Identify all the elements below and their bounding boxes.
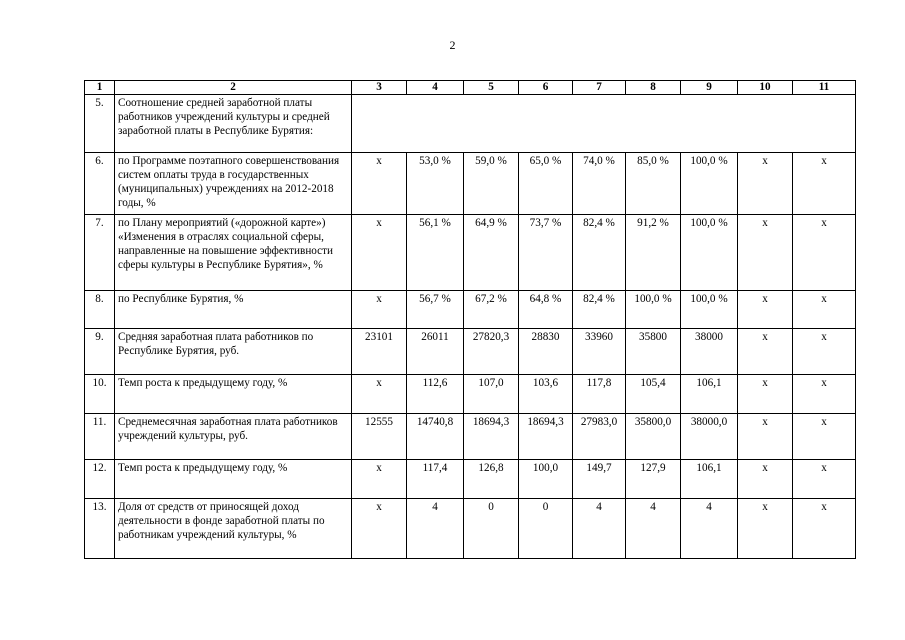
row-number: 11. xyxy=(85,414,115,460)
row-value-col-10: х xyxy=(738,414,793,460)
row-value-col-10: х xyxy=(738,215,793,291)
row-value-col-4: 112,6 xyxy=(407,375,464,414)
row-value-col-9: 4 xyxy=(681,499,738,559)
row-value-col-6: 65,0 % xyxy=(519,153,573,215)
row-value-col-8: 4 xyxy=(626,499,681,559)
row-value-col-3: х xyxy=(352,375,407,414)
row-value-col-3: 23101 xyxy=(352,329,407,375)
row-value-col-5: 64,9 % xyxy=(464,215,519,291)
column-header-4: 4 xyxy=(407,81,464,95)
row-value-col-3: х xyxy=(352,499,407,559)
row-value-col-11: х xyxy=(793,375,856,414)
row-value-col-7: 4 xyxy=(573,499,626,559)
row-number: 6. xyxy=(85,153,115,215)
row-number: 9. xyxy=(85,329,115,375)
table-row xyxy=(85,375,856,414)
row-value-col-4: 117,4 xyxy=(407,460,464,499)
column-header-5: 5 xyxy=(464,81,519,95)
row-description: Соотношение средней заработной платы работников учреждений культуры и средней заработной платы в Республике Бурятия: xyxy=(115,95,352,153)
row-value-col-6: 103,6 xyxy=(519,375,573,414)
column-header-3: 3 xyxy=(352,81,407,95)
table-body xyxy=(85,95,856,559)
row-description: по Программе поэтапного совершенствования систем оплаты труда в государственных (муниципальных) учреждениях на 2012-2018 годы, % xyxy=(115,153,352,215)
row-value-col-10: х xyxy=(738,291,793,329)
row-value-col-4: 56,1 % xyxy=(407,215,464,291)
table-row xyxy=(85,329,856,375)
row-value-col-8: 127,9 xyxy=(626,460,681,499)
row-value-col-10: х xyxy=(738,153,793,215)
row-description: Темп роста к предыдущему году, % xyxy=(115,375,352,414)
row-value-col-5: 67,2 % xyxy=(464,291,519,329)
row-description: Темп роста к предыдущему году, % xyxy=(115,460,352,499)
row-value-col-6: 64,8 % xyxy=(519,291,573,329)
table-row xyxy=(85,414,856,460)
row-value-col-5: 27820,3 xyxy=(464,329,519,375)
row-value-col-6: 28830 xyxy=(519,329,573,375)
table-row xyxy=(85,95,856,153)
row-number: 10. xyxy=(85,375,115,414)
row-value-col-7: 27983,0 xyxy=(573,414,626,460)
row-value-col-9: 100,0 % xyxy=(681,153,738,215)
row-value-col-7: 149,7 xyxy=(573,460,626,499)
row-value-col-7: 82,4 % xyxy=(573,215,626,291)
row-value-col-9: 38000 xyxy=(681,329,738,375)
table-row xyxy=(85,291,856,329)
row-value-col-3: х xyxy=(352,215,407,291)
row-value-col-4: 14740,8 xyxy=(407,414,464,460)
row-description: по Плану мероприятий («дорожной карте») «Изменения в отраслях социальной сферы, направленные на повышение эффективности сферы культуры в Республике Бурятия», % xyxy=(115,215,352,291)
row-value-col-11: х xyxy=(793,414,856,460)
row-value-col-5: 18694,3 xyxy=(464,414,519,460)
row-value-col-9: 106,1 xyxy=(681,375,738,414)
row-description: по Республике Бурятия, % xyxy=(115,291,352,329)
row-value-col-3: х xyxy=(352,153,407,215)
table-row xyxy=(85,153,856,215)
row-value-col-7: 117,8 xyxy=(573,375,626,414)
row-description: Среднемесячная заработная плата работников учреждений культуры, руб. xyxy=(115,414,352,460)
row-value-col-8: 100,0 % xyxy=(626,291,681,329)
row-value-col-6: 100,0 xyxy=(519,460,573,499)
row-number: 12. xyxy=(85,460,115,499)
row-value-col-10: х xyxy=(738,375,793,414)
column-header-9: 9 xyxy=(681,81,738,95)
row-value-col-5: 59,0 % xyxy=(464,153,519,215)
table-row xyxy=(85,499,856,559)
row-value-col-10: х xyxy=(738,329,793,375)
row-value-col-11: х xyxy=(793,153,856,215)
row-value-col-9: 38000,0 xyxy=(681,414,738,460)
row-value-col-11: х xyxy=(793,329,856,375)
row-value-col-5: 0 xyxy=(464,499,519,559)
column-header-2: 2 xyxy=(115,81,352,95)
row-value-col-11: х xyxy=(793,215,856,291)
row-number: 5. xyxy=(85,95,115,153)
row-value-col-3: х xyxy=(352,460,407,499)
row-value-col-6: 0 xyxy=(519,499,573,559)
row-value-col-7: 33960 xyxy=(573,329,626,375)
row-value-col-6: 18694,3 xyxy=(519,414,573,460)
table-row xyxy=(85,460,856,499)
column-header-8: 8 xyxy=(626,81,681,95)
row-value-col-9: 106,1 xyxy=(681,460,738,499)
row-value-col-5: 126,8 xyxy=(464,460,519,499)
row-value-col-10: х xyxy=(738,499,793,559)
table-row xyxy=(85,215,856,291)
row-value-col-7: 74,0 % xyxy=(573,153,626,215)
row-value-col-3: 12555 xyxy=(352,414,407,460)
row-value-col-5: 107,0 xyxy=(464,375,519,414)
row-value-merged xyxy=(352,95,856,153)
row-value-col-10: х xyxy=(738,460,793,499)
column-header-11: 11 xyxy=(793,81,856,95)
row-value-col-8: 35800 xyxy=(626,329,681,375)
row-value-col-9: 100,0 % xyxy=(681,291,738,329)
row-value-col-4: 53,0 % xyxy=(407,153,464,215)
row-value-col-6: 73,7 % xyxy=(519,215,573,291)
row-value-col-3: х xyxy=(352,291,407,329)
row-value-col-8: 91,2 % xyxy=(626,215,681,291)
row-number: 7. xyxy=(85,215,115,291)
row-number: 13. xyxy=(85,499,115,559)
row-description: Доля от средств от приносящей доход деятельности в фонде заработной платы по работникам учреждений культуры, % xyxy=(115,499,352,559)
indicators-table xyxy=(84,80,856,559)
page-number: 2 xyxy=(449,38,456,52)
row-value-col-8: 35800,0 xyxy=(626,414,681,460)
row-value-col-4: 26011 xyxy=(407,329,464,375)
column-header-6: 6 xyxy=(519,81,573,95)
row-value-col-8: 85,0 % xyxy=(626,153,681,215)
row-value-col-7: 82,4 % xyxy=(573,291,626,329)
row-value-col-4: 56,7 % xyxy=(407,291,464,329)
column-header-10: 10 xyxy=(738,81,793,95)
row-description: Средняя заработная плата работников по Республике Бурятия, руб. xyxy=(115,329,352,375)
row-value-col-11: х xyxy=(793,291,856,329)
header-row xyxy=(85,81,856,95)
row-value-col-9: 100,0 % xyxy=(681,215,738,291)
column-header-1: 1 xyxy=(85,81,115,95)
row-value-col-11: х xyxy=(793,460,856,499)
row-value-col-8: 105,4 xyxy=(626,375,681,414)
row-value-col-11: х xyxy=(793,499,856,559)
row-number: 8. xyxy=(85,291,115,329)
column-header-7: 7 xyxy=(573,81,626,95)
row-value-col-4: 4 xyxy=(407,499,464,559)
